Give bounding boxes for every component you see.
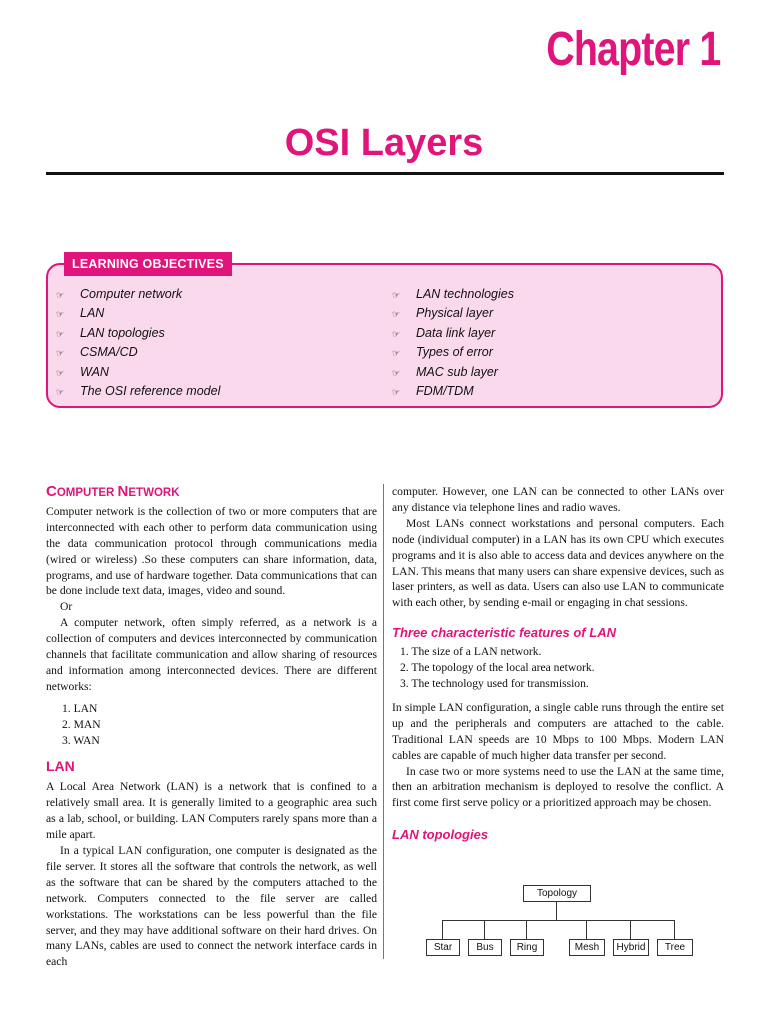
objective-item: ☞ LAN technologies [392,285,514,304]
right-column [392,484,724,843]
paragraph: Most LANs connect workstations and personal computers. Each node (individual computer) in a LAN has its own CPU which executes programs and it is also able to access data and devices anywhere on the LAN. This means that many users can share expensive devices, such as laser printers, as well as data. Users can also use LAN to communicate with each other, by sending e-mail or engaging in chat sessions. [392,516,724,610]
pointing-hand-icon: ☞ [392,367,401,378]
pointing-hand-icon: ☞ [392,386,401,397]
left-column [46,484,377,970]
objective-item: ☞ CSMA/CD [56,343,220,362]
learning-objectives-heading: LEARNING OBJECTIVES [64,252,232,276]
heading-three-features: Three characteristic features of LAN [392,625,616,641]
connector-line [442,920,443,939]
pointing-hand-icon: ☞ [56,290,65,300]
list-item: 1. The size of a LAN network. [400,645,542,659]
connector-line [442,920,674,921]
objectives-left-list [56,285,220,401]
pointing-hand-icon: ☞ [392,348,401,359]
page-title: OSI Layers [284,122,484,164]
title-rule [46,172,724,175]
pointing-hand-icon: ☞ [392,309,401,320]
objective-item: ☞ Types of error [392,343,514,362]
pointing-hand-icon: ☞ [392,290,401,300]
pointing-hand-icon: ☞ [392,328,401,339]
topology-box-tree: Tree [657,939,693,956]
topology-root-box: Topology [523,885,591,902]
connector-line [586,920,587,939]
connector-line [674,920,675,939]
paragraph: In simple LAN configuration, a single cable runs through the entire set up and the peripherals and computers are attached to the cable. Traditional LAN speeds are 10 Mbps to 100 Mbps. Modern LAN cables are capable of much higher data transfer per second. [392,700,724,762]
objective-item: ☞ FDM/TDM [392,382,514,401]
objective-item: ☞ The OSI reference model [56,382,220,401]
paragraph: A computer network, often simply referred, as a network is a collection of computers and devices interconnected by communication channels that facilitate communication and allow sharing of resources and information among interconnected devices. There are different networks: [46,616,377,693]
heading-lan: LAN [46,757,75,774]
connector-line [526,920,527,939]
topology-box-mesh: Mesh [569,939,605,956]
objective-item: ☞ Data link layer [392,324,514,343]
paragraph: Computer network is the collection of two or more computers that are interconnected with each other to perform data communication using the data communication protocol through communications media (wired or wireless) .So these computers can share information, data, programs, and use of hardware together. Data communications that can be done include text data, images, video and sound. [46,504,377,598]
column-divider [383,484,384,959]
chapter-number: Chapter 1 [545,23,720,76]
topology-box-hybrid: Hybrid [613,939,649,956]
heading-computer-network: COMPUTER NETWORK [46,483,180,500]
list-item: 3. The technology used for transmission. [400,676,589,690]
objective-item: ☞ WAN [56,363,220,382]
list-item: 3. WAN [62,733,100,747]
paragraph: In case two or more systems need to use the LAN at the same time, then an arbitration mechanism is deployed to resolve the conflict. A first come first serve policy or a prioritized approach may be chosen. [392,764,724,810]
list-item: 1. LAN [62,701,98,715]
topology-box-ring: Ring [510,939,544,956]
list-item: 2. MAN [62,717,101,731]
objective-item: ☞ Physical layer [392,304,514,323]
network-types-list [46,701,377,749]
lan-features-list [392,644,724,692]
objective-item: ☞ Computer network [56,285,220,304]
topology-box-star: Star [426,939,460,956]
connector-line [630,920,631,939]
connector-line [556,902,557,920]
pointing-hand-icon: ☞ [56,367,65,378]
objective-item: ☞ LAN [56,304,220,323]
heading-lan-topologies: LAN topologies [392,827,489,843]
pointing-hand-icon: ☞ [56,309,65,320]
objective-item: ☞ LAN topologies [56,324,220,343]
pointing-hand-icon: ☞ [56,386,65,397]
paragraph: computer. However, one LAN can be connected to other LANs over any distance via telephone lines and radio waves. [392,485,724,514]
connector-line [484,920,485,939]
objectives-right-list [392,285,514,401]
paragraph: Or [60,600,73,614]
list-item: 2. The topology of the local area network. [400,661,595,675]
paragraph: A Local Area Network (LAN) is a network that is confined to a relatively small area. It is generally limited to a geographic area such as a lab, school, or building. LAN Computers rarely spans more than a mile apart. [46,780,377,842]
topology-box-bus: Bus [468,939,502,956]
pointing-hand-icon: ☞ [56,348,65,359]
pointing-hand-icon: ☞ [56,328,65,339]
paragraph: In a typical LAN configuration, one computer is designated as the file server. It stores all the software that controls the network, as well as the software that can be shared by the computers attached to the network. Computers connected to the file server are called workstations. The workstations can be less powerful than the file server, and they may have additional software on their hard drives. On many LANs, cables are used to connect the network interface cards in each [46,844,377,969]
objective-item: ☞ MAC sub layer [392,363,514,382]
